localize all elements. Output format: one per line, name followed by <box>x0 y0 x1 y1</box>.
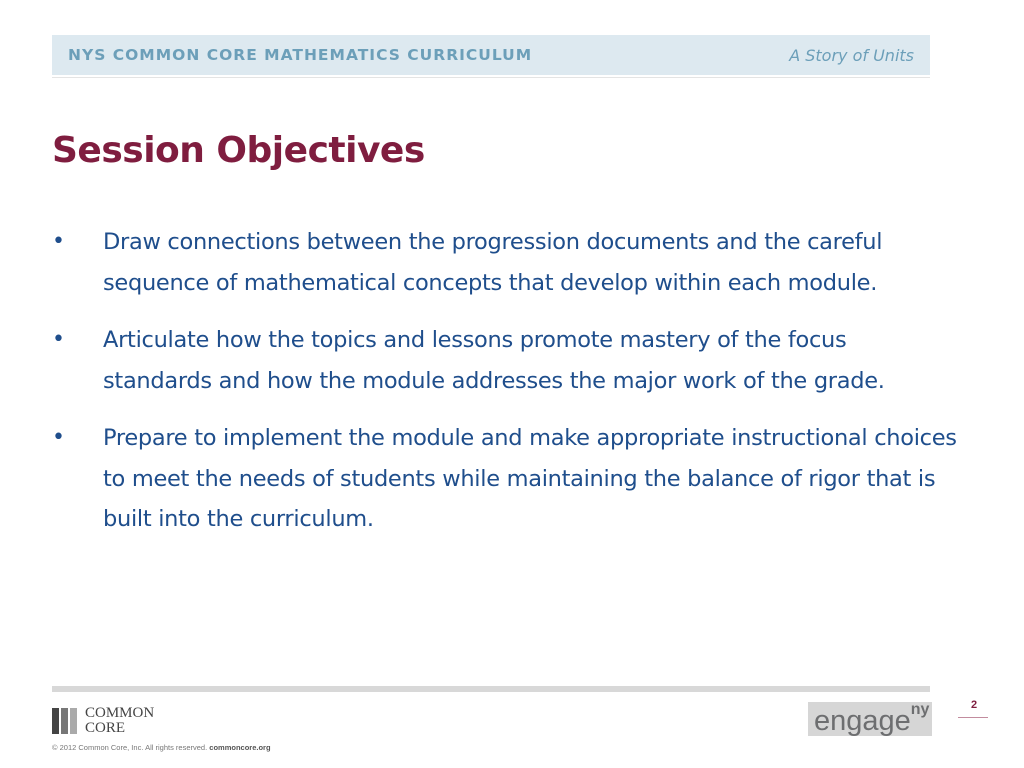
bullet-icon: • <box>52 425 65 450</box>
logo-bar <box>52 708 59 734</box>
objective-item <box>52 418 962 540</box>
logo-bar <box>61 708 68 734</box>
curriculum-title: NYS COMMON CORE MATHEMATICS CURRICULUM <box>68 46 533 64</box>
copyright-text: © 2012 Common Core, Inc. All rights reserved. <box>52 743 208 752</box>
engage-ny-superscript: ny <box>910 701 930 718</box>
objective-item <box>52 320 962 401</box>
objective-item <box>52 222 962 303</box>
objective-text: Draw connections between the progression documents and the careful sequence of mathematical concepts that develop within each module. <box>103 229 883 296</box>
copyright-notice <box>52 743 271 752</box>
common-core-bars-icon <box>52 708 79 734</box>
page-number-underline <box>958 717 988 718</box>
logo-bar <box>70 708 77 734</box>
engage-wordmark: engage <box>814 705 911 737</box>
header-bar <box>52 35 930 75</box>
engageny-logo <box>808 702 932 736</box>
objective-text: Prepare to implement the module and make appropriate instructional choices to meet the needs of students while maintaining the balance of rigor that is built into the curriculum. <box>103 425 957 532</box>
common-core-wordmark <box>85 706 154 736</box>
page-number: 2 <box>970 699 978 711</box>
commoncore-link[interactable]: commoncore.org <box>209 743 271 752</box>
bullet-icon: • <box>52 229 65 254</box>
footer-divider <box>52 686 930 692</box>
common-core-logo <box>52 704 154 738</box>
objectives-list <box>52 222 962 557</box>
bullet-icon: • <box>52 327 65 352</box>
logo-line-1: COMMON <box>85 705 155 721</box>
curriculum-subtitle: A Story of Units <box>789 45 914 65</box>
page-title: Session Objectives <box>52 130 425 171</box>
logo-line-2: CORE <box>85 720 126 736</box>
header-divider <box>52 77 930 78</box>
objective-text: Articulate how the topics and lessons promote mastery of the focus standards and how the module addresses the major work of the grade. <box>103 327 885 394</box>
